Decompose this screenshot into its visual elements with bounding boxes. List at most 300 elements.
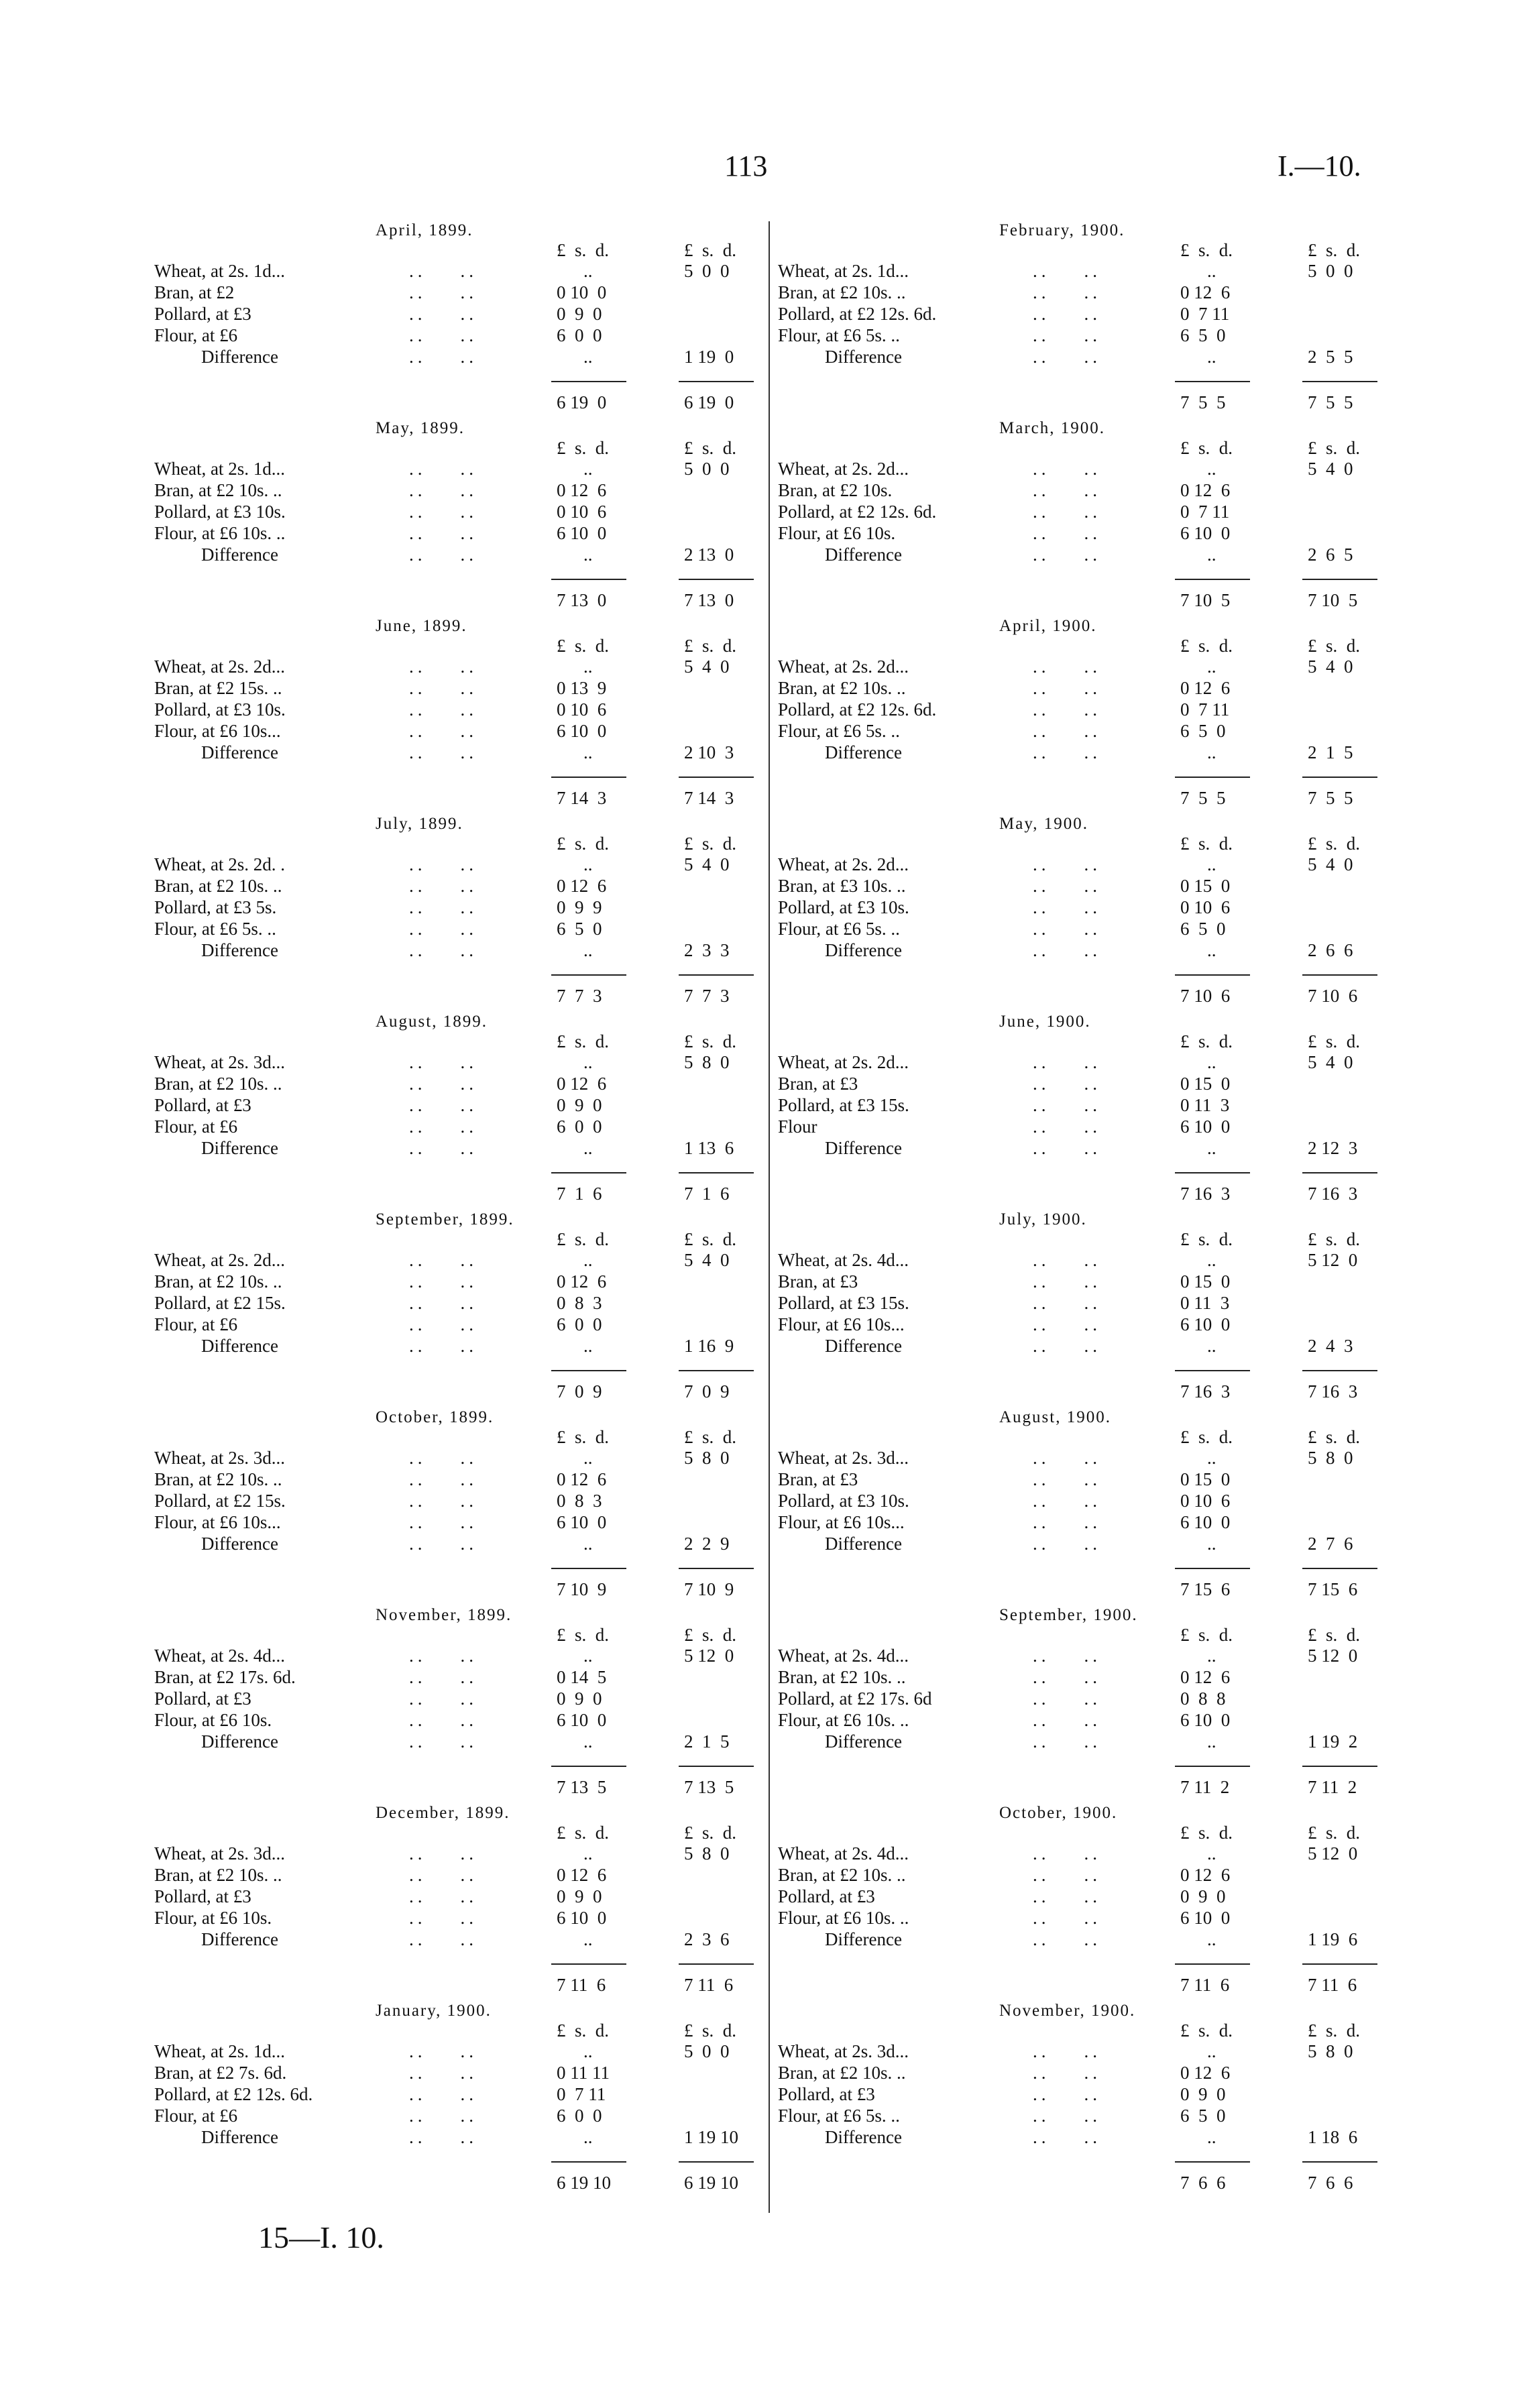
item-label: Difference <box>825 544 902 565</box>
month-account <box>154 1210 771 1408</box>
item-amount: 6 5 0 <box>557 919 602 939</box>
empty-amount: .. <box>1207 854 1216 874</box>
leader-dots: .. .. <box>409 1491 477 1511</box>
currency-header: £ s. d. <box>1180 2020 1233 2041</box>
item-amount: 6 5 0 <box>1180 325 1226 345</box>
item-label: Flour, at £6 10s. <box>778 523 896 543</box>
leader-dots: .. .. <box>409 1116 477 1137</box>
item-label: Difference <box>201 742 278 762</box>
leader-dots: .. .. <box>1033 523 1101 543</box>
difference-row <box>778 544 1381 565</box>
item-label: Flour, at £6 10s. .. <box>154 523 286 543</box>
sum-right: 7 5 5 <box>1308 788 1353 808</box>
currency-header: £ s. d. <box>1308 1427 1361 1447</box>
pollard-row <box>154 1688 764 1709</box>
pollard-row <box>778 1094 1381 1116</box>
item-label: Bran, at £3 <box>778 1074 858 1094</box>
difference-row <box>154 1137 764 1159</box>
item-label: Pollard, at £3 <box>154 1688 251 1709</box>
sum-right: 6 19 10 <box>684 2173 738 2193</box>
sum-right: 7 14 3 <box>684 788 734 808</box>
item-label: Difference <box>201 1731 278 1752</box>
item-label: Difference <box>201 1138 278 1158</box>
currency-header: £ s. d. <box>557 240 610 260</box>
sum-right: 7 13 5 <box>684 1777 734 1797</box>
sum-left: 7 10 5 <box>1180 590 1231 610</box>
sum-rule <box>679 2161 754 2163</box>
sum-right: 6 19 0 <box>684 392 734 412</box>
item-total: 5 12 0 <box>1308 1843 1358 1864</box>
item-total: 2 2 9 <box>684 1534 730 1554</box>
month-account <box>778 1408 1381 1606</box>
leader-dots: .. .. <box>409 1886 477 1906</box>
item-label: Bran, at £2 10s. .. <box>778 282 906 302</box>
item-label: Flour, at £6 10s. <box>154 1908 272 1928</box>
empty-amount: .. <box>583 656 593 677</box>
item-label: Bran, at £2 10s. .. <box>154 1271 282 1292</box>
item-label: Flour, at £6 <box>154 1116 238 1137</box>
difference-row <box>778 939 1381 961</box>
leader-dots: .. .. <box>1033 1271 1101 1292</box>
flour-row <box>154 1314 764 1335</box>
sum-rule <box>1175 1370 1250 1371</box>
leader-dots: .. .. <box>1033 480 1101 500</box>
sum-rule <box>679 1568 754 1569</box>
leader-dots: .. .. <box>409 2063 477 2083</box>
empty-amount: .. <box>583 459 593 479</box>
difference-row <box>778 1533 1381 1554</box>
sum-rule <box>551 1963 626 1965</box>
wheat-row <box>154 854 764 875</box>
leader-dots: .. .. <box>409 1138 477 1158</box>
empty-amount: .. <box>1207 347 1216 367</box>
leader-dots: .. .. <box>409 1646 477 1666</box>
sum-rule <box>1302 2161 1377 2163</box>
flour-row <box>778 2105 1381 2126</box>
leader-dots: .. .. <box>1033 1843 1101 1864</box>
month-account <box>778 1804 1381 2002</box>
difference-row <box>154 742 764 763</box>
sum-left: 7 5 5 <box>1180 788 1226 808</box>
month-title: July, 1899. <box>376 815 463 833</box>
pollard-row <box>778 2083 1381 2105</box>
item-amount: 6 10 0 <box>1180 1908 1231 1928</box>
sum-left: 7 11 6 <box>1180 1975 1230 1995</box>
month-title: June, 1900. <box>999 1013 1091 1031</box>
empty-amount: .. <box>1207 1534 1216 1554</box>
item-label: Pollard, at £3 <box>778 1886 875 1906</box>
item-label: Flour, at £6 5s. .. <box>778 2106 900 2126</box>
item-label: Bran, at £2 15s. .. <box>154 678 282 698</box>
sum-rule <box>1175 2161 1250 2163</box>
bran-row <box>154 875 764 897</box>
currency-header: £ s. d. <box>1308 636 1361 656</box>
sum-rule <box>679 1766 754 1767</box>
leader-dots: .. .. <box>1033 1710 1101 1730</box>
item-amount: 6 10 0 <box>1180 523 1231 543</box>
currency-header: £ s. d. <box>1308 1625 1361 1645</box>
item-label: Wheat, at 2s. 4d... <box>154 1646 285 1666</box>
item-label: Difference <box>825 1534 902 1554</box>
total-row <box>154 2172 764 2193</box>
currency-header: £ s. d. <box>1180 1625 1233 1645</box>
sum-right: 7 11 6 <box>1308 1975 1357 1995</box>
leader-dots: .. .. <box>1033 1336 1101 1356</box>
sum-right: 7 10 9 <box>684 1579 734 1599</box>
item-label: Bran, at £2 10s. .. <box>154 876 282 896</box>
currency-header: £ s. d. <box>684 1229 737 1249</box>
sum-rule <box>551 1172 626 1173</box>
item-label: Wheat, at 2s. 3d... <box>778 2041 909 2061</box>
item-label: Flour, at £6 10s... <box>778 1314 905 1334</box>
item-total: 1 19 2 <box>1308 1731 1358 1752</box>
leader-dots: .. .. <box>1033 261 1101 281</box>
sum-rule <box>679 777 754 778</box>
item-amount: 6 5 0 <box>1180 919 1226 939</box>
empty-amount: .. <box>1207 1250 1216 1270</box>
month-account <box>154 1804 771 2002</box>
flour-row <box>154 1709 764 1731</box>
item-label: Pollard, at £3 15s. <box>778 1293 909 1313</box>
item-total: 5 4 0 <box>684 854 730 874</box>
flour-row <box>778 1116 1381 1137</box>
bran-row <box>154 1666 764 1688</box>
item-label: Flour, at £6 10s... <box>778 1512 905 1532</box>
leader-dots: .. .. <box>1033 1908 1101 1928</box>
item-label: Flour, at £6 5s. .. <box>778 919 900 939</box>
item-label: Bran, at £2 17s. 6d. <box>154 1667 296 1687</box>
sum-right: 7 13 0 <box>684 590 734 610</box>
item-label: Wheat, at 2s. 4d... <box>778 1646 909 1666</box>
currency-header: £ s. d. <box>684 438 737 458</box>
currency-header: £ s. d. <box>1308 2020 1361 2041</box>
left-column <box>154 221 771 2199</box>
currency-header: £ s. d. <box>557 1427 610 1447</box>
leader-dots: .. .. <box>1033 1314 1101 1334</box>
currency-header: £ s. d. <box>1180 1031 1233 1051</box>
item-label: Bran, at £2 10s. .. <box>778 678 906 698</box>
sum-right: 7 1 6 <box>684 1184 730 1204</box>
total-row <box>154 985 764 1007</box>
leader-dots: .. .. <box>1033 1667 1101 1687</box>
item-label: Pollard, at £3 5s. <box>154 897 277 917</box>
item-label: Bran, at £3 10s. .. <box>778 876 906 896</box>
item-label: Wheat, at 2s. 2d... <box>778 1052 909 1072</box>
currency-header: £ s. d. <box>1308 240 1361 260</box>
item-label: Difference <box>825 1731 902 1752</box>
item-label: Difference <box>201 1929 278 1949</box>
currency-header: £ s. d. <box>684 1031 737 1051</box>
bran-row <box>778 282 1381 303</box>
month-account <box>778 2002 1381 2199</box>
item-amount: 0 9 0 <box>557 1886 602 1906</box>
pollard-row <box>154 1094 764 1116</box>
item-amount: 0 10 6 <box>1180 897 1231 917</box>
leader-dots: .. .. <box>409 282 477 302</box>
item-label: Bran, at £3 <box>778 1469 858 1489</box>
sum-right: 7 16 3 <box>1308 1381 1358 1401</box>
empty-amount: .. <box>1207 1646 1216 1666</box>
sum-right: 7 15 6 <box>1308 1579 1358 1599</box>
item-total: 5 8 0 <box>684 1052 730 1072</box>
item-amount: 0 12 6 <box>557 1074 607 1094</box>
leader-dots: .. .. <box>1033 1074 1101 1094</box>
leader-dots: .. .. <box>409 1688 477 1709</box>
sum-rule <box>679 1172 754 1173</box>
month-account <box>778 221 1381 419</box>
wheat-row <box>154 1447 764 1469</box>
sum-right: 7 0 9 <box>684 1381 730 1401</box>
sum-left: 7 14 3 <box>557 788 607 808</box>
item-total: 5 12 0 <box>1308 1250 1358 1270</box>
empty-amount: .. <box>1207 1448 1216 1468</box>
empty-amount: .. <box>1207 1138 1216 1158</box>
sum-rule <box>1302 1963 1377 1965</box>
leader-dots: .. .. <box>1033 699 1101 720</box>
bran-row <box>154 282 764 303</box>
item-amount: 6 10 0 <box>1180 1116 1231 1137</box>
sum-rule <box>679 381 754 382</box>
item-amount: 0 8 3 <box>557 1491 602 1511</box>
total-row <box>778 1776 1381 1798</box>
month-title: October, 1899. <box>376 1408 494 1426</box>
sum-rule <box>1302 1766 1377 1767</box>
item-total: 1 18 6 <box>1308 2127 1358 2147</box>
empty-amount: .. <box>583 1250 593 1270</box>
sum-rule <box>679 1370 754 1371</box>
item-amount: 0 9 9 <box>557 897 602 917</box>
item-label: Wheat, at 2s. 1d... <box>154 261 285 281</box>
month-title: September, 1899. <box>376 1210 514 1228</box>
wheat-row <box>778 260 1381 282</box>
item-label: Bran, at £2 10s. <box>778 480 893 500</box>
empty-amount: .. <box>583 940 593 960</box>
item-amount: 0 10 6 <box>557 699 607 720</box>
leader-dots: .. .. <box>409 1250 477 1270</box>
item-label: Difference <box>825 347 902 367</box>
empty-amount: .. <box>583 544 593 565</box>
wheat-row <box>778 1249 1381 1271</box>
item-label: Pollard, at £3 <box>154 304 251 324</box>
empty-amount: .. <box>1207 656 1216 677</box>
leader-dots: .. .. <box>409 347 477 367</box>
month-title: May, 1900. <box>999 815 1088 833</box>
bran-row <box>154 677 764 699</box>
leader-dots: .. .. <box>1033 325 1101 345</box>
pollard-row <box>154 1886 764 1907</box>
item-label: Difference <box>201 1534 278 1554</box>
item-total: 2 1 5 <box>684 1731 730 1752</box>
pollard-row <box>778 1688 1381 1709</box>
month-title: April, 1900. <box>999 617 1097 635</box>
item-label: Wheat, at 2s. 3d... <box>154 1052 285 1072</box>
leader-dots: .. .. <box>409 876 477 896</box>
wheat-row <box>778 1447 1381 1469</box>
leader-dots: .. .. <box>1033 282 1101 302</box>
currency-header: £ s. d. <box>1308 1229 1361 1249</box>
currency-header: £ s. d. <box>684 1427 737 1447</box>
month-title: March, 1900. <box>999 419 1105 437</box>
sum-left: 7 16 3 <box>1180 1381 1231 1401</box>
item-label: Bran, at £2 10s. .. <box>778 2063 906 2083</box>
sum-rule <box>1175 381 1250 382</box>
sum-rule <box>1302 579 1377 580</box>
pollard-row <box>154 2083 764 2105</box>
item-label: Pollard, at £2 12s. 6d. <box>778 304 937 324</box>
flour-row <box>778 1709 1381 1731</box>
month-account <box>154 419 771 617</box>
item-label: Flour, at £6 10s. .. <box>778 1908 909 1928</box>
currency-header: £ s. d. <box>557 1823 610 1843</box>
item-label: Bran, at £2 10s. .. <box>154 1865 282 1885</box>
item-total: 5 8 0 <box>1308 2041 1353 2061</box>
item-label: Wheat, at 2s. 3d... <box>154 1843 285 1864</box>
item-label: Wheat, at 2s. 2d... <box>778 656 909 677</box>
empty-amount: .. <box>583 1646 593 1666</box>
currency-header: £ s. d. <box>1308 1823 1361 1843</box>
wheat-row <box>778 656 1381 677</box>
flour-row <box>154 1907 764 1929</box>
flour-row <box>154 1511 764 1533</box>
total-row <box>154 1183 764 1204</box>
wheat-row <box>154 2041 764 2062</box>
item-total: 5 4 0 <box>1308 1052 1353 1072</box>
leader-dots: .. .. <box>409 1908 477 1928</box>
leader-dots: .. .. <box>409 1710 477 1730</box>
item-total: 5 4 0 <box>1308 854 1353 874</box>
item-amount: 0 10 6 <box>557 502 607 522</box>
pollard-row <box>778 699 1381 720</box>
leader-dots: .. .. <box>1033 1512 1101 1532</box>
month-title: October, 1900. <box>999 1804 1118 1822</box>
item-label: Wheat, at 2s. 2d... <box>778 459 909 479</box>
leader-dots: .. .. <box>1033 1491 1101 1511</box>
month-title: December, 1899. <box>376 1804 510 1822</box>
item-total: 5 4 0 <box>684 656 730 677</box>
item-label: Pollard, at £2 15s. <box>154 1293 286 1313</box>
item-total: 5 12 0 <box>684 1646 734 1666</box>
bran-row <box>154 1271 764 1292</box>
flour-row <box>778 720 1381 742</box>
sum-rule <box>551 381 626 382</box>
month-account <box>154 1408 771 1606</box>
flour-row <box>778 1314 1381 1335</box>
item-total: 2 13 0 <box>684 544 734 565</box>
item-amount: 0 11 11 <box>557 2063 610 2083</box>
month-title: July, 1900. <box>999 1210 1087 1228</box>
item-label: Bran, at £2 10s. .. <box>778 1865 906 1885</box>
item-label: Difference <box>825 940 902 960</box>
leader-dots: .. .. <box>409 1731 477 1752</box>
leader-dots: .. .. <box>409 1074 477 1094</box>
wheat-row <box>154 458 764 479</box>
month-title: June, 1899. <box>376 617 467 635</box>
leader-dots: .. .. <box>409 919 477 939</box>
total-row <box>154 1381 764 1402</box>
leader-dots: .. .. <box>1033 919 1101 939</box>
difference-row <box>778 2126 1381 2148</box>
sum-right: 7 5 5 <box>1308 392 1353 412</box>
pollard-row <box>154 699 764 720</box>
item-label: Pollard, at £2 12s. 6d. <box>778 502 937 522</box>
total-row <box>154 787 764 809</box>
bran-row <box>154 1864 764 1886</box>
sum-rule <box>1302 974 1377 976</box>
empty-amount: .. <box>583 1843 593 1864</box>
pollard-row <box>778 1292 1381 1314</box>
leader-dots: .. .. <box>409 1271 477 1292</box>
month-title: April, 1899. <box>376 221 473 239</box>
item-label: Wheat, at 2s. 1d... <box>154 2041 285 2061</box>
item-amount: 0 7 11 <box>1180 699 1230 720</box>
sum-rule <box>551 1568 626 1569</box>
leader-dots: .. .. <box>1033 1534 1101 1554</box>
item-amount: 0 12 6 <box>557 1469 607 1489</box>
item-amount: 0 12 6 <box>557 876 607 896</box>
month-account <box>778 617 1381 815</box>
leader-dots: .. .. <box>1033 2063 1101 2083</box>
leader-dots: .. .. <box>1033 1293 1101 1313</box>
item-label: Flour, at £6 10s... <box>154 1512 281 1532</box>
month-account <box>154 2002 771 2199</box>
empty-amount: .. <box>1207 1929 1216 1949</box>
wheat-row <box>154 260 764 282</box>
item-label: Wheat, at 2s. 2d... <box>154 1250 285 1270</box>
leader-dots: .. .. <box>409 2041 477 2061</box>
item-label: Flour, at £6 10s. .. <box>778 1710 909 1730</box>
leader-dots: .. .. <box>1033 1052 1101 1072</box>
leader-dots: .. .. <box>409 502 477 522</box>
sum-left: 7 13 0 <box>557 590 607 610</box>
sum-left: 7 10 6 <box>1180 986 1231 1006</box>
leader-dots: .. .. <box>409 1052 477 1072</box>
sum-right: 7 16 3 <box>1308 1184 1358 1204</box>
item-label: Difference <box>201 544 278 565</box>
pollard-row <box>778 897 1381 918</box>
leader-dots: .. .. <box>1033 347 1101 367</box>
item-label: Difference <box>825 1138 902 1158</box>
currency-header: £ s. d. <box>684 1823 737 1843</box>
item-amount: 0 10 6 <box>1180 1491 1231 1511</box>
empty-amount: .. <box>583 1052 593 1072</box>
difference-row <box>154 544 764 565</box>
leader-dots: .. .. <box>1033 502 1101 522</box>
sum-rule <box>1302 1370 1377 1371</box>
item-label: Flour, at £6 5s. .. <box>778 721 900 741</box>
difference-row <box>154 346 764 367</box>
total-row <box>154 1579 764 1600</box>
leader-dots: .. .. <box>1033 1095 1101 1115</box>
sum-rule <box>1175 974 1250 976</box>
bran-row <box>778 875 1381 897</box>
currency-header: £ s. d. <box>1308 438 1361 458</box>
item-amount: 6 10 0 <box>1180 1512 1231 1532</box>
currency-header: £ s. d. <box>557 636 610 656</box>
wheat-row <box>778 2041 1381 2062</box>
wheat-row <box>154 1843 764 1864</box>
item-amount: 0 11 3 <box>1180 1293 1230 1313</box>
item-amount: 0 9 0 <box>1180 1886 1226 1906</box>
item-total: 2 10 3 <box>684 742 734 762</box>
month-title: August, 1900. <box>999 1408 1111 1426</box>
item-label: Wheat, at 2s. 1d... <box>154 459 285 479</box>
sum-left: 7 0 9 <box>557 1381 602 1401</box>
leader-dots: .. .. <box>1033 1929 1101 1949</box>
sum-left: 7 6 6 <box>1180 2173 1226 2193</box>
item-amount: 0 8 3 <box>557 1293 602 1313</box>
item-label: Difference <box>825 1929 902 1949</box>
bran-row <box>154 479 764 501</box>
